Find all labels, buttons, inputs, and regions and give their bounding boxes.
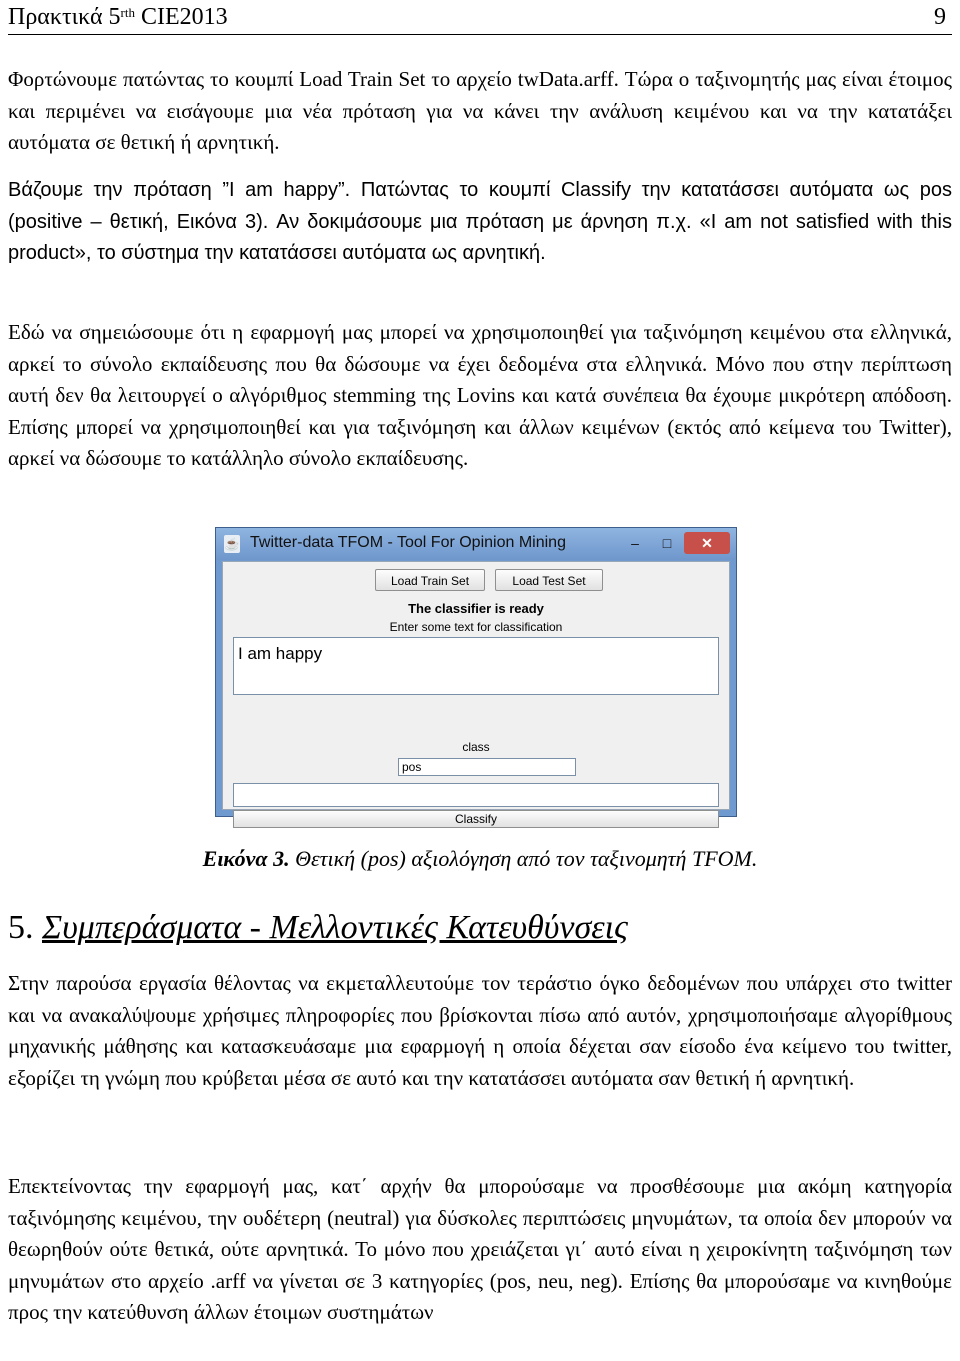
page-number: 9 <box>934 4 946 30</box>
maximize-button[interactable]: □ <box>662 535 672 551</box>
class-result-field: pos <box>398 758 576 776</box>
section-number: 5. <box>8 909 34 946</box>
section-heading <box>8 909 628 947</box>
load-train-set-button[interactable]: Load Train Set <box>375 569 485 591</box>
prompt-label: Enter some text for classification <box>389 620 563 634</box>
class-label: class <box>462 740 490 754</box>
paragraph-greek-support: Εδώ να σημειώσουμε ότι η εφαρμογή μας μπορεί να χρησιμοποιηθεί για ταξινόμηση κειμένου στα ελληνικά, αρκεί το σύνολο εκπαίδευσης που θα δώσουμε να έχει δεδομένα στα ελληνικά. Μόνο που στην περίπτωση αυτή δεν θα λειτουργεί ο αλγόριθμος stemming της Lovins και κατά συνέπεια θα έχουμε μικρότερη απόδοση. Επίσης μπορεί να χρησιμοποιηθεί και για ταξινόμηση και άλλων κειμένων (εκτός από κείμενα του Twitter), αρκεί να δώσουμε το κατάλληλο σύνολο εκπαίδευσης. <box>8 320 952 471</box>
paragraph-future-work: Επεκτείνοντας την εφαρμογή μας, κατ΄ αρχήν θα μπορούσαμε να προσθέσουμε μια ακόμη κατηγορία ταξινόμησης κειμένου, την ουδέτερη (neutral) για δύσκολες περιπτώσεις μηνυμάτων, τα οποία δεν μπορούν να θεωρηθούν ούτε θετικά, ούτε αρνητικά. Το μόνο που χρειάζεται γι΄ αυτό είναι η χειροκίνητη ταξινόμηση των μηνυμάτων στο αρχείο .arff να γίνεται σε 3 κατηγορίες (pos, neu, neg). Επίσης θα μπορούσαμε να κινηθούμε προς την κατεύθυνση άλλων έτοιμων συστημάτων <box>8 1174 952 1325</box>
sentence-text-area[interactable]: I am happy <box>233 637 719 695</box>
result-text-area[interactable] <box>233 783 719 807</box>
window-title: Twitter-data TFOM - Tool For Opinion Mining <box>250 534 566 551</box>
figure-caption <box>0 846 960 872</box>
window-client-area <box>222 561 730 826</box>
java-icon: ☕ <box>224 537 240 551</box>
caption-text: Θετική (pos) αξιολόγηση από τον ταξινομητή TFOM. <box>289 846 758 871</box>
close-button[interactable]: ✕ <box>684 532 730 554</box>
status-label: The classifier is ready <box>408 601 544 616</box>
section-title: Συμπεράσματα - Μελλοντικές Κατευθύνσεις <box>42 909 628 946</box>
load-test-set-button[interactable]: Load Test Set <box>495 569 603 591</box>
tfom-app-window <box>215 527 737 826</box>
proceedings-title: Πρακτικά $5^{rth}$ CIE2013 <box>8 4 228 30</box>
classify-button[interactable]: Classify <box>233 810 719 828</box>
paragraph-load-train: Φορτώνουμε πατώντας το κουμπί Load Train Set το αρχείο twData.arff. Τώρα ο ταξινομητής μας είναι έτοιμος και περιμένει να εισάγουμε μια νέα πρόταση για να κάνει την ανάλυση κειμένου και να την κατατάξει αυτόματα σε θετική ή αρνητική. <box>8 67 952 155</box>
paragraph-i-am-happy: Βάζουμε την πρόταση ”I am happy”. Πατώντας το κουμπί Classify την κατατάσσει αυτόματα ως pos (positive – θετική, Εικόνα 3). Αν δοκιμάσουμε μια πρόταση με άρνηση π.χ. «I am not satisfied with this product», το σύστημα την κατατάσσει αυτόματα ως αρνητική. <box>8 179 952 265</box>
caption-label: Εικόνα 3. <box>202 846 290 871</box>
window-titlebar[interactable] <box>216 528 736 560</box>
minimize-button[interactable]: – <box>631 535 639 551</box>
paragraph-conclusions: Στην παρούσα εργασία θέλοντας να εκμεταλλευτούμε τον τεράστιο όγκο δεδομένων που υπάρχει στο twitter και να ανακαλύψουμε χρήσιμες πληροφορίες που βρίσκονται πίσω από αυτόν, χρησιμοποιήσαμε αλγορίθμους μηχανικής μάθησης και κατασκευάσαμε μια εφαρμογή η οποία δέχεται σαν είσοδο ένα κείμενο του twitter, εξορίζει τη γνώμη που κρύβεται μέσα σε αυτό και την κατατάσσει αυτόματα σαν θετική ή αρνητική. <box>8 971 952 1090</box>
running-header <box>8 2 952 35</box>
